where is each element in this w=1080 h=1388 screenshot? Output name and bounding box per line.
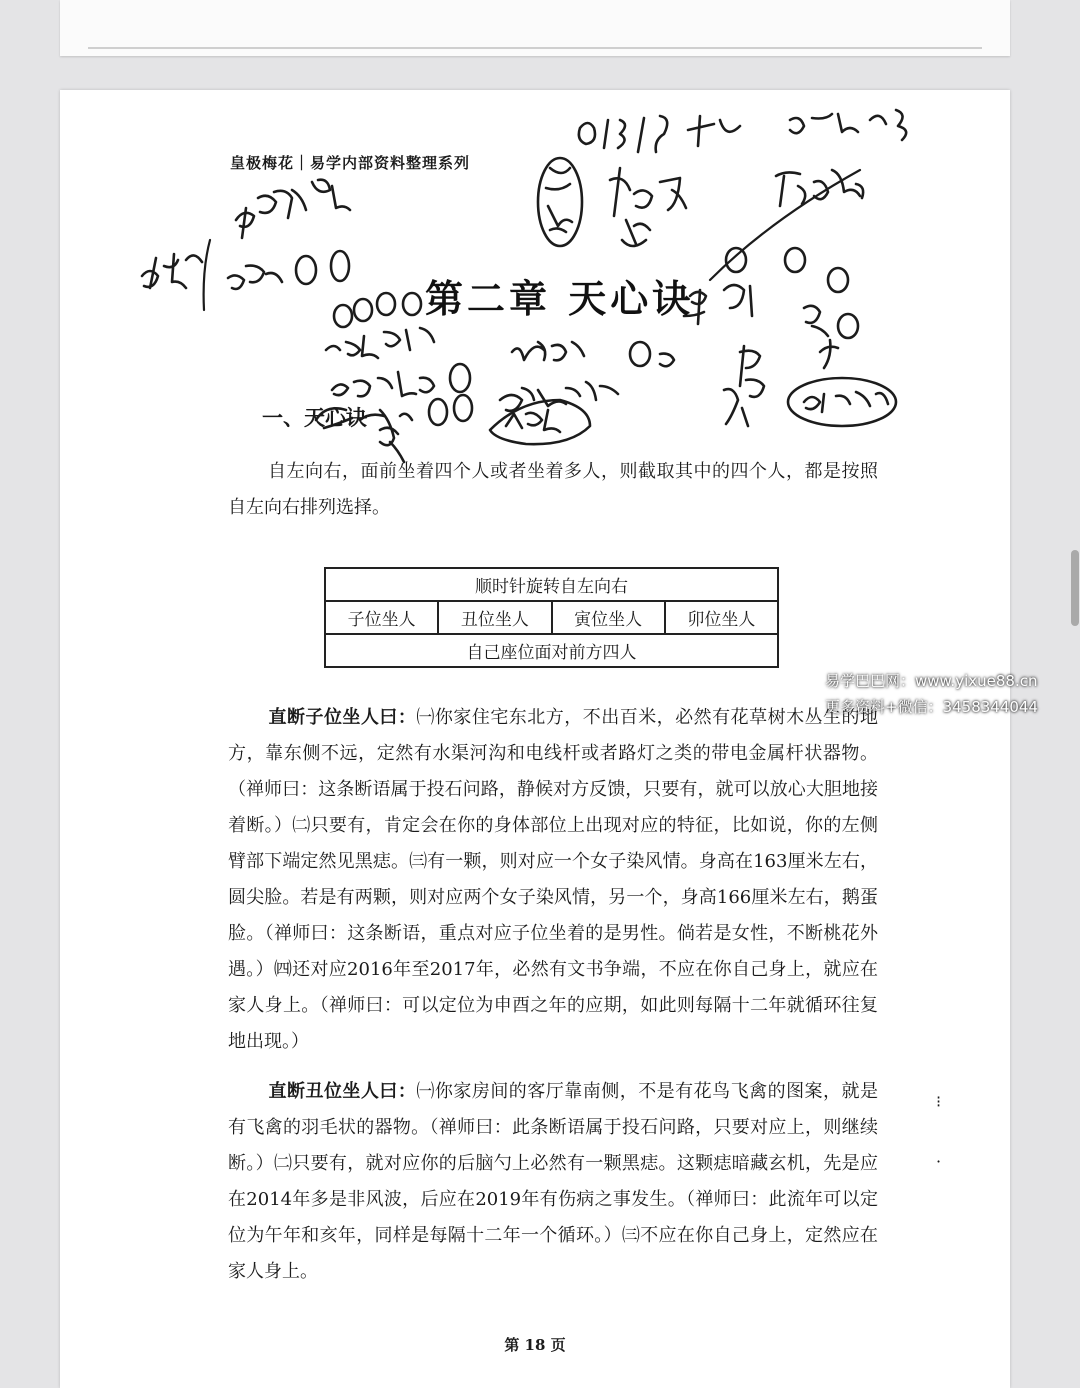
chapter-title: 第二章 天心诀 [425, 276, 695, 321]
seat-chou: 丑位坐人 [438, 601, 551, 634]
chou-paragraph [228, 1074, 878, 1290]
seat-mao: 卯位坐人 [665, 601, 778, 634]
previous-page-edge [88, 47, 982, 49]
site-watermark [825, 668, 1038, 720]
section-title: 一、天心诀 [262, 405, 367, 430]
zi-paragraph [228, 700, 878, 1060]
chou-label: 直断丑位坐人曰： [268, 1081, 417, 1102]
zi-text: ㈠你家住宅东北方，不出百米，必然有花草树木丛生的地方，靠东侧不远，定然有水渠河沟和电线杆或者路灯之类的带电金属杆状器物。（禅师曰：这条断语属于投石问路，静候对方反馈，只要有，就可以放心大胆地接着断。）㈡只要有，肯定会在你的身体部位上出现对应的特征，比如说，你的左侧臂部下端定然见黑痣。㈢有一颗，则对应一个女子染风情。身高在163厘米左右，圆尖脸。若是有两颗，则对应两个女子染风情，另一个，身高166厘米左右，鹅蛋脸。（禅师曰：这条断语，重点对应子位坐着的是男性。倘若是女性，不断桃花外遇。）㈣还对应2016年至2017年，必然有文书争端，不应在你自己身上，就应在家人身上。（禅师曰：可以定位为申酉之年的应期，如此则每隔十二年就循环往复地出现。） [228, 707, 879, 1052]
previous-page-bottom [60, 0, 1010, 56]
watermark-line-1: 易学巴巴网：www.yixue88.cn [825, 672, 1038, 690]
watermark-line-2: 更多资料+微信：3458344044 [825, 698, 1039, 716]
page-header: 皇极梅花｜易学内部资料整理系列 [230, 154, 471, 172]
seat-yin: 寅位坐人 [552, 601, 665, 634]
page-number: 第 18 页 [504, 1336, 566, 1354]
document-page [60, 90, 1010, 1388]
scrollbar-thumb[interactable] [1071, 550, 1079, 626]
seat-table [324, 567, 779, 668]
chou-text: ㈠你家房间的客厅靠南侧，不是有花鸟飞禽的图案，就是有飞禽的羽毛状的器物。（禅师曰：此条断语属于投石问路，只要对应上，则继续断。）㈡只要有，就对应你的后脑勺上必然有一颗黑痣。这颗痣暗藏玄机，先是应在2014年多是非风波，后应在2019年有伤病之事发生。（禅师曰：此流年可以定位为午年和亥年，同样是每隔十二年一个循环。）㈢不应在你自己身上，定然应在家人身上。 [228, 1081, 879, 1282]
scan-speck: ⁝ [936, 1092, 942, 1111]
scan-speck: · [936, 1152, 942, 1171]
intro-paragraph: 自左向右，面前坐着四个人或者坐着多人，则截取其中的四个人，都是按照自左向右排列选择。 [228, 461, 878, 518]
zi-label: 直断子位坐人曰： [268, 707, 417, 728]
seat-table-footer: 自己座位面对前方四人 [325, 634, 778, 667]
seat-zi: 子位坐人 [325, 601, 438, 634]
seat-table-header: 顺时针旋转自左向右 [325, 568, 778, 601]
